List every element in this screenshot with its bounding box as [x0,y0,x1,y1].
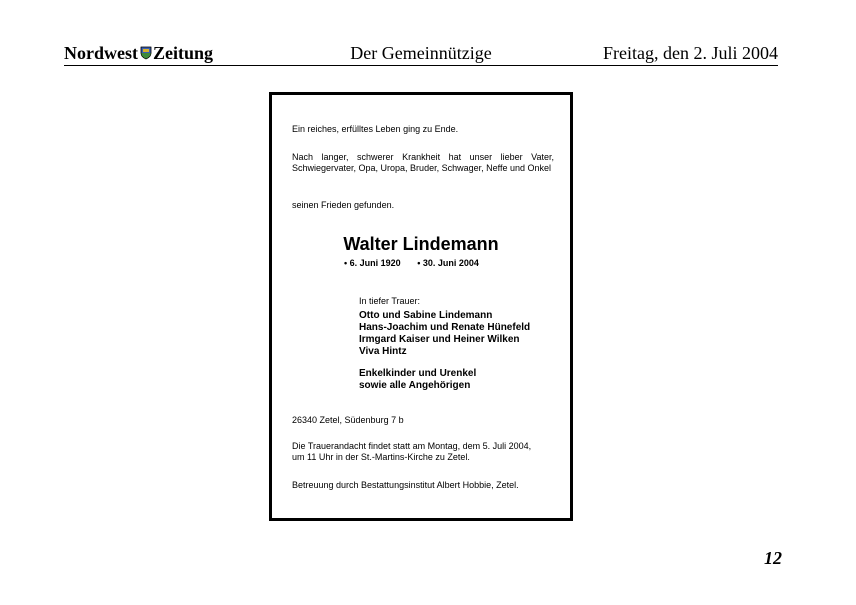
funeral-home: Betreuung durch Bestattungsinstitut Albert Hobbie, Zetel. [292,480,519,490]
mourner: Viva Hintz [359,346,407,357]
death-date: • 30. Juni 2004 [417,258,479,268]
mourning-label: In tiefer Trauer: [359,296,421,306]
mourner-group: Enkelkinder und Urenkel [359,368,477,379]
other-mourners [359,368,569,392]
service-line: um 11 Uhr in der St.-Martins-Kirche zu Zetel. [292,452,470,462]
section-title: Der Gemeinnützige [350,43,492,63]
intro-text: Ein reiches, erfülltes Leben ging zu Ende. [292,124,459,134]
masthead-right: Zeitung [153,43,214,63]
page-header [64,43,778,66]
mourner: Hans-Joachim und Renate Hünefeld [359,322,531,333]
issue-date: Freitag, den 2. Juli 2004 [603,43,778,63]
address: 26340 Zetel, Südenburg 7 b [292,415,404,425]
mourners-list [359,310,569,358]
deceased-name: Walter Lindemann [343,234,499,254]
illness-paragraph: Nach langer, schwerer Krankheit hat unser lieber Vater, Schwiegervater, Opa, Uropa, Bruder, Schwager, Neffe und Onkel [292,152,554,173]
mourner-group: sowie alle Angehörigen [359,380,471,391]
mourner: Otto und Sabine Lindemann [359,310,493,321]
life-dates [344,258,479,269]
service-info [292,441,554,463]
mourner: Irmgard Kaiser und Heiner Wilken [359,334,520,345]
masthead-left: Nordwest [64,43,138,63]
birth-date: • 6. Juni 1920 [344,258,401,268]
peace-text: seinen Frieden gefunden. [292,200,395,210]
service-line: Die Trauerandacht findet statt am Montag, dem 5. Juli 2004, [292,441,532,451]
page-number: 12 [764,548,782,568]
obituary-notice [269,92,573,521]
